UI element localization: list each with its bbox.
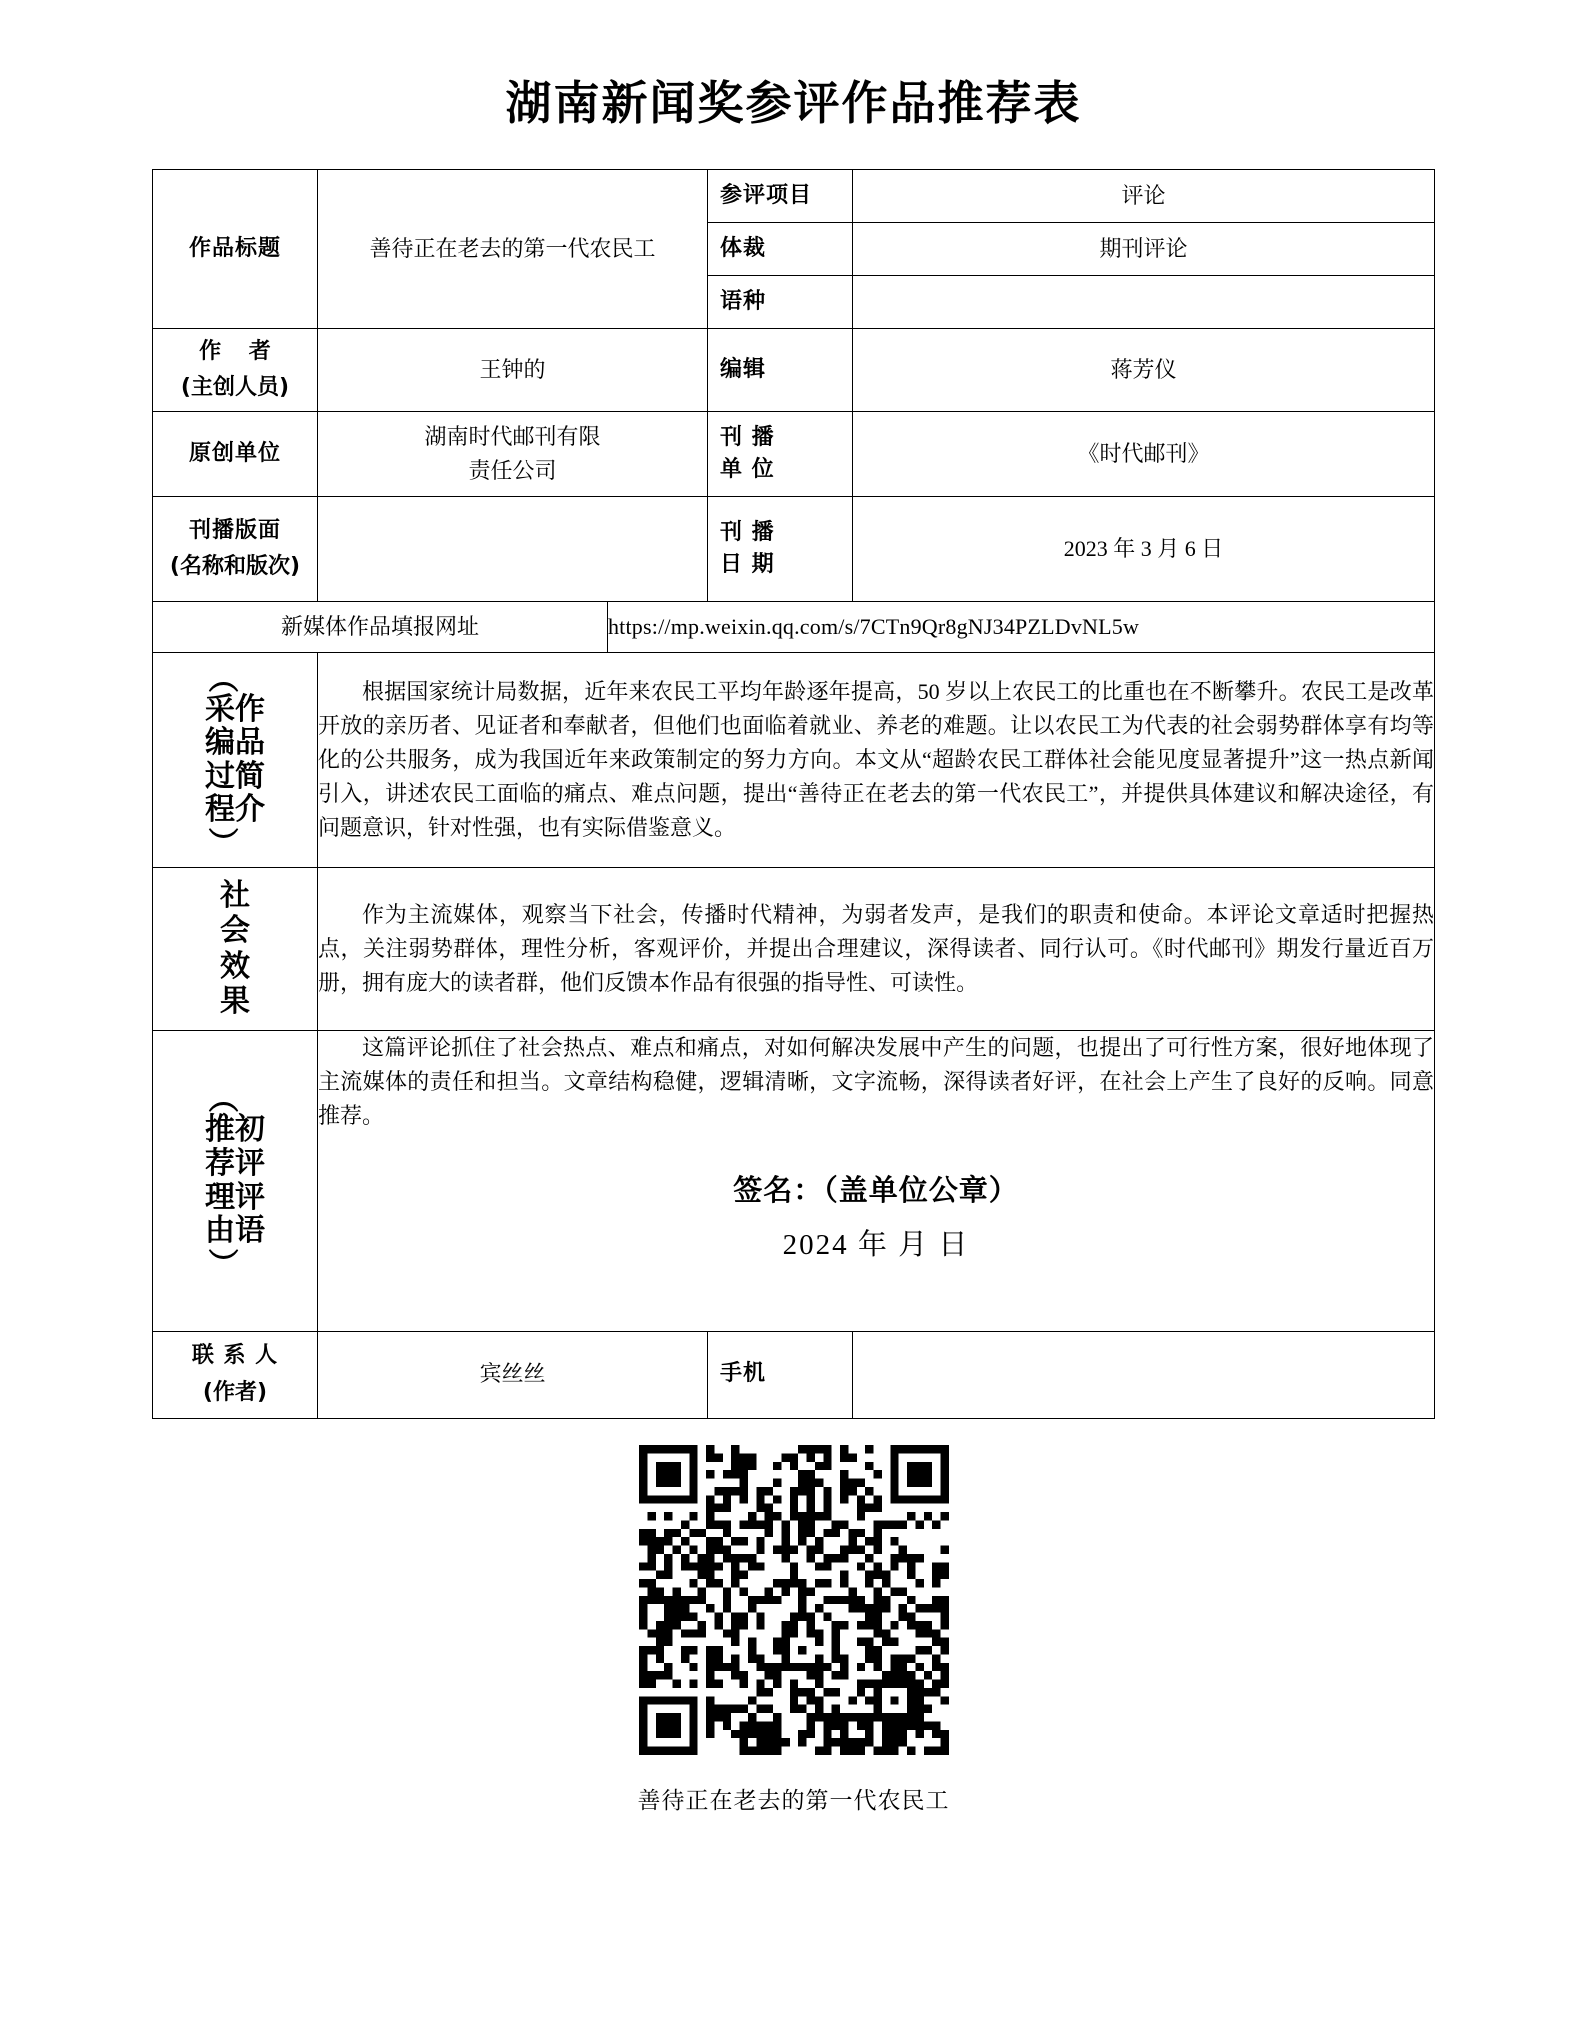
label-work-intro-col-left [235, 693, 265, 827]
paren-open-icon: （ [203, 662, 239, 693]
label-work-intro-col-right [203, 662, 239, 857]
section-review-body [317, 1030, 1434, 1331]
value-work-title: 善待正在老去的第一代农民工 [317, 169, 707, 328]
label-publish-unit-line1: 刊 播 [720, 424, 775, 450]
label-publish-date-line1: 刊 播 [720, 519, 775, 545]
label-social-effect-2: 效 [219, 948, 250, 984]
table-row-contact [152, 1331, 1434, 1418]
label-work-intro-r2: 过 [204, 758, 235, 794]
label-social-effect-1: 会 [219, 913, 250, 949]
label-language: 语种 [708, 275, 853, 328]
recommendation-form-table [152, 169, 1435, 1419]
table-row-author [152, 328, 1434, 411]
value-original-unit [317, 411, 707, 496]
value-publish-page [317, 496, 707, 601]
value-award-category: 评论 [853, 169, 1435, 222]
section-social-effect-text: 作为主流媒体，观察当下社会，传播时代精神，为弱者发声，是我们的职责和使命。本评论文章适时把握热点，关注弱势群体，理性分析，客观评价，并提出合理建议，深得读者、同行认可。《时代邮刊》期发行量近百万册，拥有庞大的读者群，他们反馈本作品有很强的指导性、可读性。 [317, 901, 1434, 995]
table-row-review [152, 1030, 1434, 1331]
label-work-intro-l0: 作 [234, 691, 265, 727]
label-new-media-url: 新媒体作品填报网址 [152, 601, 607, 652]
label-review-l3: 语 [234, 1213, 265, 1249]
table-row-effect [152, 867, 1434, 1030]
value-mobile [853, 1331, 1435, 1418]
value-publish-unit: 《时代邮刊》 [853, 411, 1435, 496]
label-publish-unit-line2: 单 位 [720, 456, 775, 482]
label-publish-date [708, 496, 853, 601]
label-publish-date-line2: 日 期 [720, 551, 775, 577]
label-work-intro-r3: 程 [204, 792, 235, 828]
label-publish-page-main: 刊播版面 [188, 517, 281, 543]
label-review-r3: 由 [204, 1213, 235, 1249]
label-social-effect [152, 867, 317, 1030]
value-contact-person: 宾丝丝 [317, 1331, 707, 1418]
label-original-unit: 原创单位 [152, 411, 317, 496]
section-social-effect-body [317, 867, 1434, 1030]
value-genre: 期刊评论 [853, 222, 1435, 275]
label-award-category: 参评项目 [708, 169, 853, 222]
table-row-unit [152, 411, 1434, 496]
label-social-effect-3: 果 [219, 984, 250, 1020]
label-review-r1: 荐 [204, 1145, 235, 1181]
label-review-l0: 初 [234, 1112, 265, 1148]
label-contact-person-sub: (作者) [202, 1379, 268, 1405]
label-social-effect-0: 社 [219, 877, 250, 913]
label-publish-page [152, 496, 317, 601]
label-review-r0: 推 [204, 1112, 235, 1148]
qr-code-area [153, 1445, 1435, 1815]
label-work-intro-l1: 品 [234, 725, 265, 761]
signature-block [318, 1163, 1434, 1273]
label-mobile: 手机 [708, 1331, 853, 1418]
label-editor: 编辑 [708, 328, 853, 411]
qr-code-canvas [639, 1445, 949, 1755]
label-work-intro-l3: 介 [234, 792, 265, 828]
qr-code-image [639, 1445, 949, 1755]
table-row-title [152, 169, 1434, 222]
label-review-comment [152, 1030, 317, 1331]
section-work-intro-body [317, 652, 1434, 867]
signature-date: 2024 年 月 日 [782, 1228, 970, 1261]
label-contact-person-main: 联 系 人 [191, 1343, 279, 1369]
label-work-title: 作品标题 [152, 169, 317, 328]
table-row-url [152, 601, 1434, 652]
label-work-intro-l2: 简 [234, 758, 265, 794]
paren-open-icon: （ [203, 1083, 239, 1114]
label-genre: 体裁 [708, 222, 853, 275]
label-author [152, 328, 317, 411]
label-work-intro-r0: 采 [204, 691, 235, 727]
label-review-r2: 理 [204, 1179, 235, 1215]
table-row-page-date [152, 496, 1434, 601]
section-work-intro-text: 根据国家统计局数据，近年来农民工平均年龄逐年提高，50 岁以上农民工的比重也在不断攀升。农民工是改革开放的亲历者、见证者和奉献者，但他们也面临着就业、养老的难题。让以农民工为代表的社会弱势群体享有均等化的公共服务，成为我国近年来政策制定的努力方向。本文从“超龄农民工群体社会能见度显著提升”这一热点新闻引入，讲述农民工面临的痛点、难点问题，提出“善待正在老去的第一代农民工”，并提供具体建议和解决途径，有问题意识，针对性强，也有实际借鉴意义。 [317, 678, 1434, 840]
table-row-intro [152, 652, 1434, 867]
value-new-media-url[interactable]: https://mp.weixin.qq.com/s/7CTn9Qr8gNJ34PZLDvNL5w [607, 601, 1434, 652]
label-author-main: 作 者 [199, 338, 281, 364]
label-work-intro [152, 652, 317, 867]
signature-line: 签名：（盖单位公章） [733, 1172, 1019, 1207]
value-author: 王钟的 [317, 328, 707, 411]
label-publish-unit [708, 411, 853, 496]
section-review-text: 这篇评论抓住了社会热点、难点和痛点，对如何解决发展中产生的问题，也提出了可行性方案，很好地体现了主流媒体的责任和担当。文章结构稳健，逻辑清晰，文字流畅，深得读者好评，在社会上产生了良好的反响。同意推荐。 [317, 1034, 1434, 1128]
label-author-sub: (主创人员) [180, 374, 290, 400]
label-publish-page-sub: (名称和版次) [169, 553, 301, 579]
value-editor: 蒋芳仪 [853, 328, 1435, 411]
page-title: 湖南新闻奖参评作品推荐表 [505, 76, 1082, 130]
label-work-intro-r1: 编 [204, 725, 235, 761]
value-original-unit-line2: 责任公司 [468, 457, 557, 483]
label-review-l1: 评 [234, 1145, 265, 1181]
label-contact-person [152, 1331, 317, 1418]
value-language [853, 275, 1435, 328]
paren-close-icon: ） [203, 826, 239, 857]
label-review-col-right [203, 1083, 239, 1278]
label-review-l2: 评 [234, 1179, 265, 1215]
label-review-col-left [235, 1113, 265, 1247]
value-original-unit-line1: 湖南时代邮刊有限 [424, 423, 601, 449]
value-publish-date: 2023 年 3 月 6 日 [853, 496, 1435, 601]
qr-code-caption: 善待正在老去的第一代农民工 [637, 1787, 950, 1813]
paren-close-icon: ） [203, 1247, 239, 1278]
